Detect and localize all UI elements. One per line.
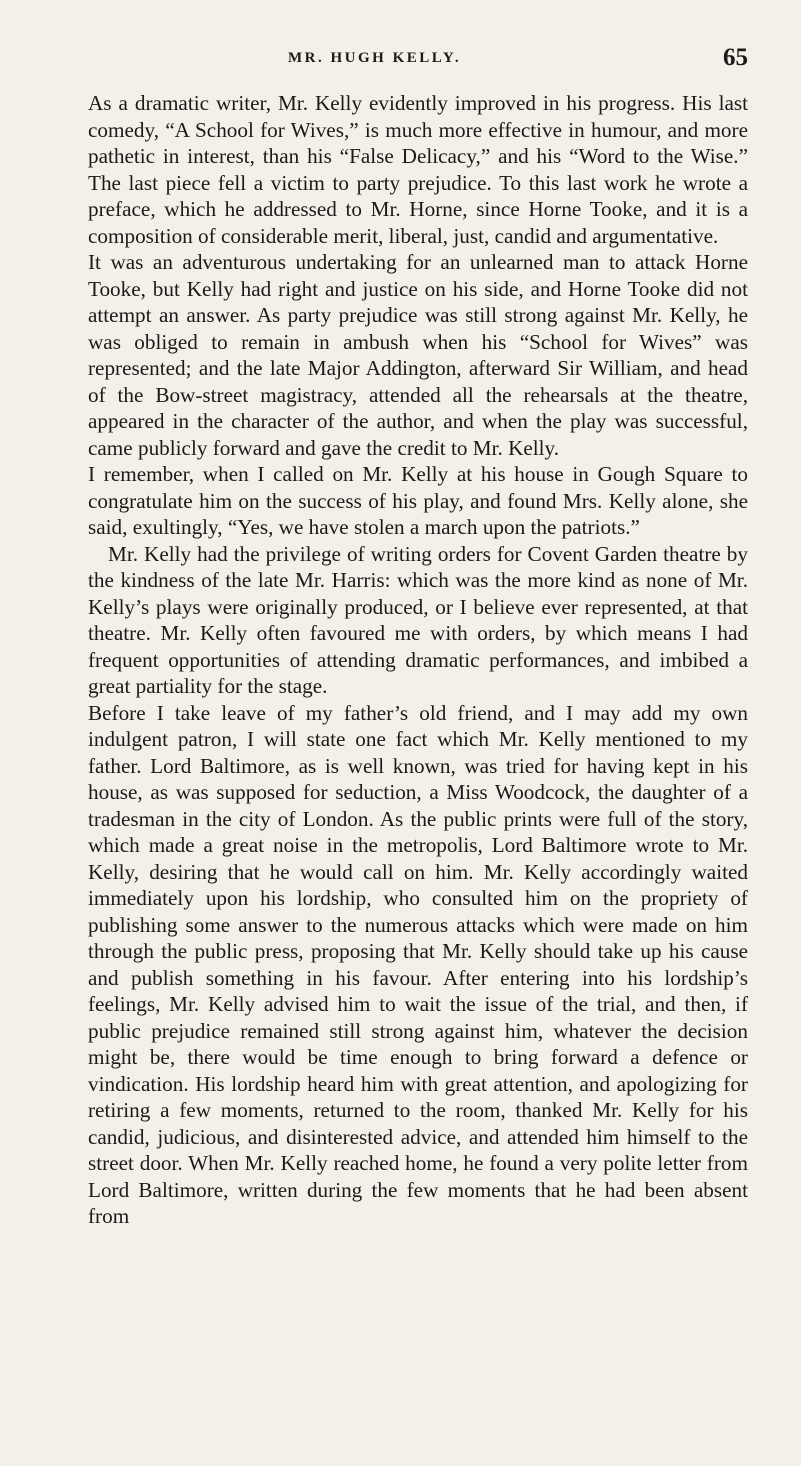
paragraph: As a dramatic writer, Mr. Kelly evidently improved in his progress. His last comedy, “A School for Wives,” is much more effective in humour, and more pathetic in interest, than his “False Delicacy,” and his “Word to the Wise.” The last piece fell a victim to party prejudice. To this last work he wrote a preface, which he addressed to Mr. Horne, since Horne Tooke, and it is a composition of considerable merit, liberal, just, candid and argumentative. xyxy=(88,91,748,248)
body-text xyxy=(88,90,748,1230)
paragraph: Mr. Kelly had the privilege of writing orders for Covent Garden theatre by the kindness of the late Mr. Harris: which was the more kind as none of Mr. Kelly’s plays were originally produced, or I believe ever represented, at that theatre. Mr. Kelly often favoured me with orders, by which means I had frequent opportunities of attending dramatic performances, and imbibed a great partiality for the stage. xyxy=(88,541,748,698)
running-head: MR. HUGH KELLY. xyxy=(288,50,462,66)
paragraph: I remember, when I called on Mr. Kelly at his house in Gough Square to congratulate him on the success of his play, and found Mrs. Kelly alone, she said, exultingly, “Yes, we have stolen a march upon the patriots.” xyxy=(88,462,748,539)
paragraph: It was an adventurous undertaking for an unlearned man to attack Horne Tooke, but Kelly had right and justice on his side, and Horne Tooke did not attempt an answer. As party prejudice was still strong against Mr. Kelly, he was obliged to remain in ambush when his “School for Wives” was represented; and the late Major Addington, afterward Sir William, and head of the Bow-street magistracy, attended all the rehearsals at the theatre, appeared in the character of the author, and when the play was successful, came publicly forward and gave the credit to Mr. Kelly. xyxy=(88,250,748,460)
page-number: 65 xyxy=(723,44,748,71)
page-header xyxy=(88,44,748,84)
paragraph: Before I take leave of my father’s old friend, and I may add my own indulgent patron, I will state one fact which Mr. Kelly mentioned to my father. Lord Baltimore, as is well known, was tried for having kept in his house, as was supposed for seduction, a Miss Woodcock, the daughter of a tradesman in the city of London. As the public prints were full of the story, which made a great noise in the metropolis, Lord Baltimore wrote to Mr. Kelly, desiring that he would call on him. Mr. Kelly accordingly waited immediately upon his lordship, who consulted him on the propriety of publishing some answer to the numerous attacks which were made on him through the public press, proposing that Mr. Kelly should take up his cause and publish something in his favour. After entering into his lordship’s feelings, Mr. Kelly advised him to wait the issue of the trial, and then, if public prejudice remained still strong against him, whatever the decision might be, there would be time enough to bring forward a defence or vindication. His lordship heard him with great attention, and apologizing for retiring a few moments, returned to the room, thanked Mr. Kelly for his candid, judicious, and disinterested advice, and attended him himself to the street door. When Mr. Kelly reached home, he found a very polite letter from Lord Baltimore, written during the few moments that he had been absent from xyxy=(88,700,748,1228)
